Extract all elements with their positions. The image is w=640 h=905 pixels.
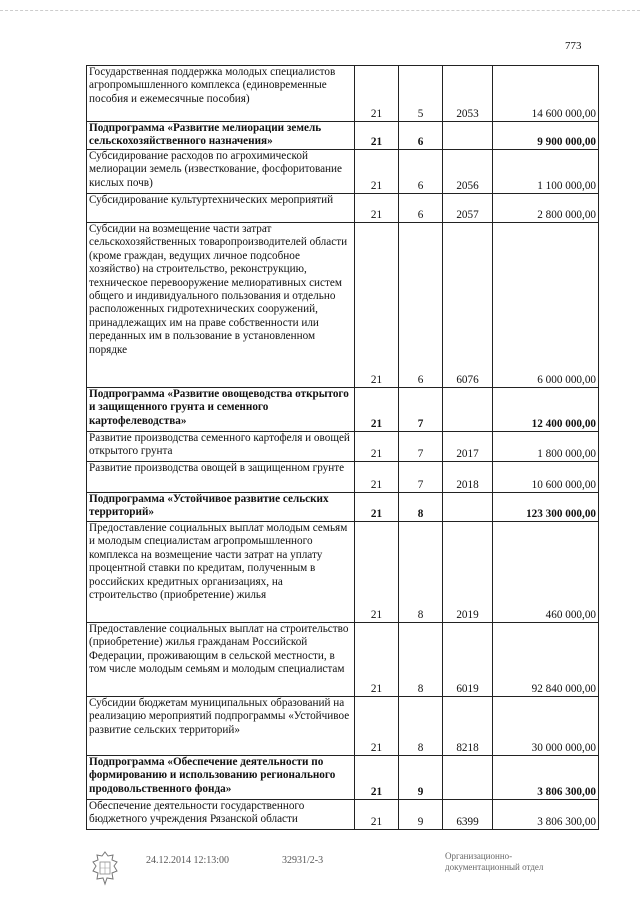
row-code: 6399: [443, 800, 493, 830]
row-code: [443, 493, 493, 522]
footer-org-line2: документационный отдел: [445, 862, 544, 872]
row-name: Подпрограмма «Устойчивое развитие сельских территорий»: [87, 493, 355, 522]
row-name: Обеспечение деятельности государственного бюджетного учреждения Рязанской области: [87, 800, 355, 830]
row-subsection: 9: [399, 756, 443, 800]
row-code: 2057: [443, 194, 493, 223]
row-subsection: 8: [399, 493, 443, 522]
budget-table: [86, 65, 599, 830]
row-section: 21: [355, 522, 399, 623]
table-row: [87, 388, 599, 432]
table-row: [87, 122, 599, 150]
row-code: 2056: [443, 150, 493, 194]
scan-top-edge: [0, 10, 640, 12]
row-code: 2019: [443, 522, 493, 623]
row-section: 21: [355, 623, 399, 697]
row-sum: 123 300 000,00: [493, 493, 599, 522]
table-row: [87, 522, 599, 623]
row-subsection: 6: [399, 150, 443, 194]
table-row: [87, 223, 599, 388]
row-section: 21: [355, 800, 399, 830]
row-name: Субсидирование расходов по агрохимической мелиорации земель (известкование, фосфоритование кислых почв): [87, 150, 355, 194]
row-sum: 1 100 000,00: [493, 150, 599, 194]
row-code: [443, 122, 493, 150]
table-row: [87, 756, 599, 800]
row-name: Развитие производства овощей в защищенном грунте: [87, 462, 355, 493]
row-name: Субсидирование культуртехнических мероприятий: [87, 194, 355, 223]
row-sum: 14 600 000,00: [493, 66, 599, 122]
table-row: [87, 194, 599, 223]
row-subsection: 6: [399, 223, 443, 388]
row-subsection: 8: [399, 697, 443, 756]
row-subsection: 7: [399, 462, 443, 493]
row-section: 21: [355, 493, 399, 522]
footer-org-line1: Организационно-: [445, 851, 513, 861]
row-sum: 6 000 000,00: [493, 223, 599, 388]
row-sum: 3 806 300,00: [493, 756, 599, 800]
row-sum: 9 900 000,00: [493, 122, 599, 150]
row-sum: 12 400 000,00: [493, 388, 599, 432]
row-section: 21: [355, 388, 399, 432]
row-name: Подпрограмма «Развитие мелиорации земель сельскохозяйственного назначения»: [87, 122, 355, 150]
row-sum: 1 800 000,00: [493, 432, 599, 462]
row-code: 6019: [443, 623, 493, 697]
row-code: [443, 388, 493, 432]
table-row: [87, 150, 599, 194]
row-section: 21: [355, 150, 399, 194]
row-section: 21: [355, 66, 399, 122]
table-row: [87, 800, 599, 830]
page-number: 773: [565, 40, 582, 52]
footer-datetime: 24.12.2014 12:13:00: [146, 855, 230, 866]
row-section: 21: [355, 462, 399, 493]
row-sum: 3 806 300,00: [493, 800, 599, 830]
row-name: Предоставление социальных выплат молодым семьям и молодым специалистам агропромышленного комплекса на возмещение части затрат на уплату процентной ставки по кредитам, полученным в российских кредитных организациях, на строительство (приобретение) жилья: [87, 522, 355, 623]
row-subsection: 6: [399, 194, 443, 223]
row-subsection: 6: [399, 122, 443, 150]
table-row: [87, 66, 599, 122]
row-section: 21: [355, 194, 399, 223]
row-code: [443, 756, 493, 800]
footer-doc-id: 32931/2-3: [282, 855, 324, 866]
row-code: 6076: [443, 223, 493, 388]
row-section: 21: [355, 122, 399, 150]
footer-org: [445, 851, 543, 873]
row-sum: 92 840 000,00: [493, 623, 599, 697]
row-code: 2018: [443, 462, 493, 493]
row-subsection: 9: [399, 800, 443, 830]
row-sum: 10 600 000,00: [493, 462, 599, 493]
row-name: Государственная поддержка молодых специалистов агропромышленного комплекса (единовременные пособия и ежемесячные пособия): [87, 66, 355, 122]
row-section: 21: [355, 432, 399, 462]
row-subsection: 5: [399, 66, 443, 122]
row-name: Подпрограмма «Развитие овощеводства открытого и защищенного грунта и семенного картофелеводства»: [87, 388, 355, 432]
row-name: Субсидии на возмещение части затрат сельскохозяйственных товаропроизводителей области (кроме граждан, ведущих личное подсобное хозяйство) на строительство, реконструкцию, техническое перевооружение мелиоративных систем общего и индивидуального пользования и отдельно расположенных гидротехнических сооружений, принадлежащих им на праве собственности или переданных им в пользование в установленном порядке: [87, 223, 355, 388]
row-subsection: 8: [399, 623, 443, 697]
row-sum: 30 000 000,00: [493, 697, 599, 756]
row-name: Субсидии бюджетам муниципальных образований на реализацию мероприятий подпрограммы «Устойчивое развитие сельских территорий»: [87, 697, 355, 756]
row-subsection: 7: [399, 388, 443, 432]
table-row: [87, 623, 599, 697]
table-row: [87, 462, 599, 493]
row-name: Подпрограмма «Обеспечение деятельности по формированию и использованию регионального продовольственного фонда»: [87, 756, 355, 800]
table-row: [87, 432, 599, 462]
row-section: 21: [355, 697, 399, 756]
row-code: 8218: [443, 697, 493, 756]
row-subsection: 7: [399, 432, 443, 462]
row-name: Предоставление социальных выплат на строительство (приобретение) жилья гражданам Российской Федерации, проживающим в сельской местности, в том числе молодым семьям и молодым специалистам: [87, 623, 355, 697]
table-row: [87, 697, 599, 756]
row-name: Развитие производства семенного картофеля и овощей открытого грунта: [87, 432, 355, 462]
row-sum: 2 800 000,00: [493, 194, 599, 223]
row-section: 21: [355, 756, 399, 800]
row-subsection: 8: [399, 522, 443, 623]
table-row: [87, 493, 599, 522]
row-sum: 460 000,00: [493, 522, 599, 623]
row-code: 2017: [443, 432, 493, 462]
row-code: 2053: [443, 66, 493, 122]
coat-of-arms-icon: [88, 850, 122, 886]
row-section: 21: [355, 223, 399, 388]
